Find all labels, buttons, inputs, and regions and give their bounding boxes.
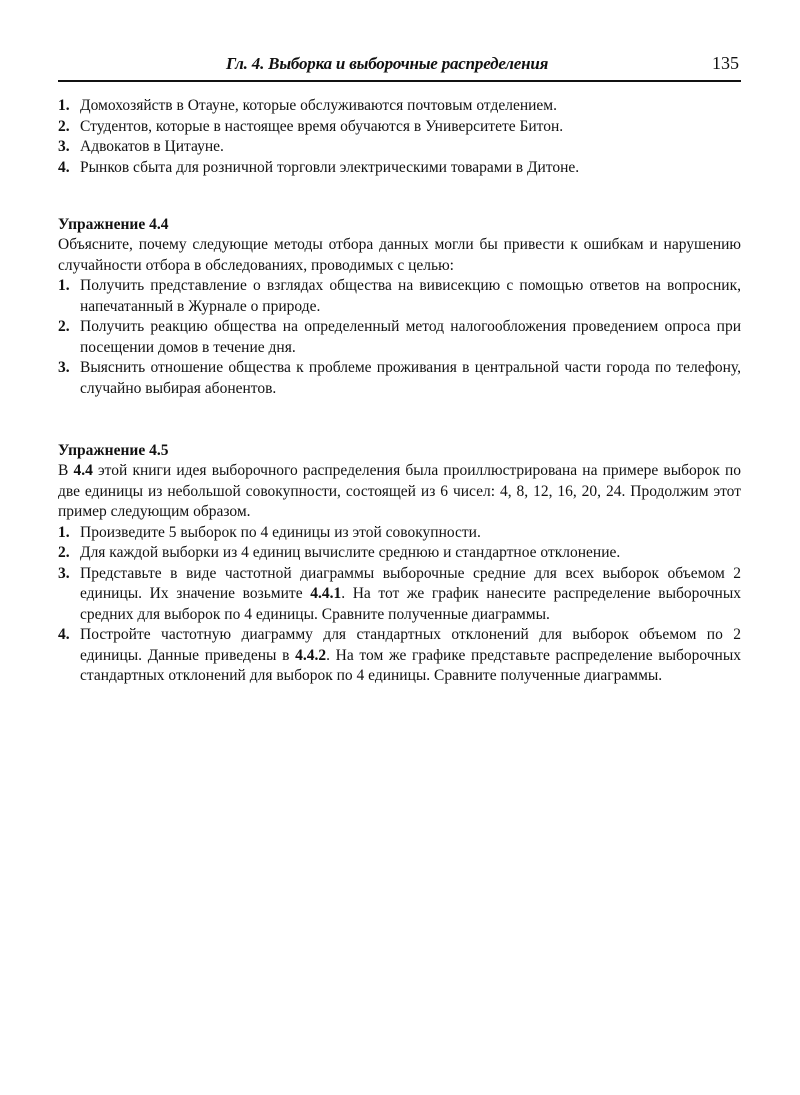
item-text: Представьте в виде частотной диаграммы выборочные средние для всех выборок объемом 2 единицы. Их значение возьмите (80, 564, 741, 602)
item-text: Произведите 5 выборок по 4 единицы из этой совокупности. (80, 523, 481, 541)
item-number: 1. (58, 97, 70, 114)
exercise-intro: Объясните, почему следующие методы отбора данных могли бы привести к ошибкам и нарушению случайности отбора в обследованиях, проводимых с целью: (58, 236, 741, 274)
item-text: Адвокатов в Цитауне. (80, 138, 224, 155)
list-item (58, 158, 741, 179)
list-item (58, 543, 741, 564)
exercise-list (58, 523, 741, 687)
exercise-title: Упражнение 4.5 (58, 442, 169, 459)
item-text: . На том же графике представьте распределение выборочных стандартных отклонений для выборок по 4 единицы. Сравните полученные диаграммы. (80, 646, 741, 684)
item-number: 3. (58, 359, 70, 376)
list-item (58, 137, 741, 158)
document-page (58, 52, 741, 687)
intro-rest: этой книги идея выборочного распределения была проиллюстрирована на примере выборок по две единицы из небольшой совокупности, состоящей из 6 чисел: 4, 8, 12, 16, 20, 24. Продолжим этот пример следующим образом. (58, 462, 741, 520)
list-item (58, 317, 741, 358)
section-reference: 4.4 (73, 462, 93, 479)
list-item (58, 96, 741, 117)
item-number: 4. (58, 158, 70, 176)
exercise-intro (58, 461, 741, 523)
item-text: Получить реакцию общества на определенный метод налогообложения проведением опроса при посещении домов в течение дня. (80, 318, 741, 356)
exercise-4-5 (58, 440, 741, 687)
list-item (58, 625, 741, 687)
list-item (58, 564, 741, 626)
item-text: Домохозяйств в Отауне, которые обслуживаются почтовым отделением. (80, 97, 557, 114)
page-number: 135 (712, 53, 739, 73)
item-number: 1. (58, 523, 70, 541)
item-text: Рынков сбыта для розничной торговли электрическими товарами в Дитоне. (80, 158, 580, 176)
list-item (58, 358, 741, 399)
exercise-list (58, 276, 741, 399)
item-text: Постройте частотную диаграмму для стандартных отклонений для выборок объемом по 2 единицы. Данные приведены в (80, 626, 741, 664)
exercise-title: Упражнение 4.4 (58, 216, 169, 233)
section-reference: 4.4.1 (310, 585, 342, 602)
top-list (58, 96, 741, 178)
item-number: 2. (58, 544, 70, 561)
item-number: 1. (58, 277, 70, 294)
section-reference: 4.4.2 (295, 646, 327, 664)
running-head (58, 52, 741, 82)
item-text: Для каждой выборки из 4 единиц вычислите среднюю и стандартное отклонение. (80, 544, 621, 561)
item-number: 3. (58, 564, 70, 582)
item-number: 4. (58, 626, 70, 643)
item-number: 3. (58, 138, 70, 155)
list-item (58, 276, 741, 317)
intro-prefix: В (58, 462, 74, 479)
item-number: 2. (58, 318, 70, 335)
item-text: Студентов, которые в настоящее время обучаются в Университете Битон. (80, 117, 564, 135)
running-title: Гл. 4. Выборка и выборочные распределения (226, 54, 549, 73)
list-item (58, 117, 741, 138)
exercise-4-4 (58, 214, 741, 399)
item-number: 2. (58, 117, 70, 135)
item-text: Выяснить отношение общества к проблеме проживания в центральной части города по телефону, случайно выбирая абонентов. (80, 359, 741, 397)
item-text: . На тот же график нанесите распределение выборочных средних для выборок по 4 единицы. Сравните полученные диаграммы. (80, 585, 741, 623)
item-text: Получить представление о взглядах общества на вивисекцию с помощью ответов на вопросник, напечатанный в Журнале о природе. (80, 277, 741, 315)
list-item (58, 523, 741, 544)
